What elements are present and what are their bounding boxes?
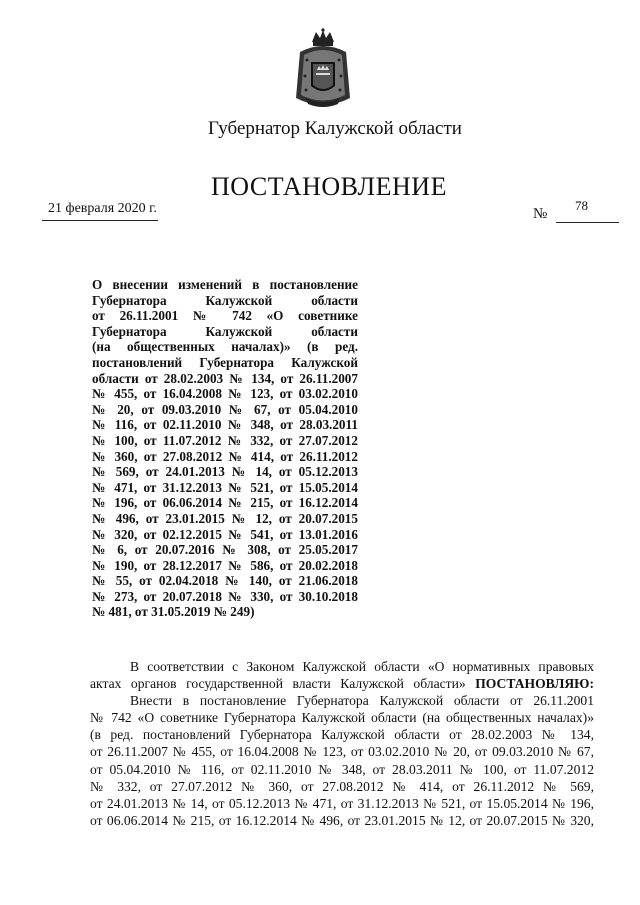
title-line: области от 28.02.2003 № 134, от 26.11.2007	[92, 370, 358, 386]
title-line: № 455, от 16.04.2008 № 123, от 03.02.2010	[92, 386, 358, 402]
title-line: № 481, от 31.05.2019 № 249)	[92, 604, 255, 620]
title-line: № 20, от 09.03.2010 № 67, от 05.04.2010	[92, 401, 358, 417]
body-paragraph-line: № 742 «О советнике Губернатора Калужской области (на общественных началах)»	[90, 710, 594, 726]
body-paragraph-line: В соответствии с Законом Калужской области «О нормативных правовых	[130, 659, 594, 674]
body-paragraph-line	[90, 675, 594, 692]
title-line: № 360, от 27.08.2012 № 414, от 26.11.2012	[92, 448, 358, 464]
title-line: Губернатора Калужской области	[92, 323, 358, 339]
document-date: 21 февраля 2020 г.	[48, 201, 157, 216]
issuing-authority: Губернатор Калужской области	[208, 118, 462, 139]
resolution-keyword: ПОСТАНОВЛЯЮ:	[475, 676, 594, 692]
body-paragraph-line: от 05.04.2010 № 116, от 02.11.2010 № 348, от 28.03.2011 № 100, от 11.07.2012	[90, 761, 594, 777]
title-line: № 273, от 20.07.2018 № 330, от 30.10.2018	[92, 588, 358, 604]
title-line: № 55, от 02.04.2018 № 140, от 21.06.2018	[92, 573, 358, 589]
number-underline	[556, 222, 619, 223]
coat-of-arms-icon	[292, 28, 354, 112]
title-line: № 496, от 23.01.2015 № 12, от 20.07.2015	[92, 510, 358, 526]
coat-of-arms-emblem	[292, 28, 354, 112]
title-line: № 196, от 06.06.2014 № 215, от 16.12.2014	[92, 495, 358, 511]
document-number: 78	[575, 198, 588, 213]
body-paragraph-line: от 26.11.2007 № 455, от 16.04.2008 № 123, от 03.02.2010 № 20, от 09.03.2010 № 67,	[90, 744, 594, 760]
title-line: от 26.11.2001 № 742 «О советнике	[92, 308, 358, 324]
title-line: (на общественных началах)» (в ред.	[92, 339, 358, 355]
body-paragraph-line: от 24.01.2013 № 14, от 05.12.2013 № 471, от 31.12.2013 № 521, от 15.05.2014 № 196,	[90, 795, 594, 811]
body-paragraph-line: от 06.06.2014 № 215, от 16.12.2014 № 496, от 23.01.2015 № 12, от 20.07.2015 № 320,	[90, 812, 594, 828]
title-line: № 116, от 02.11.2010 № 348, от 28.03.2011	[92, 417, 358, 433]
body-paragraph-line: № 332, от 27.07.2012 № 360, от 27.08.2012 № 414, от 26.11.2012 № 569,	[90, 778, 594, 794]
document-type-heading: ПОСТАНОВЛЕНИЕ	[211, 172, 447, 201]
document-title	[92, 277, 358, 620]
document-body	[90, 658, 594, 829]
title-line: № 471, от 31.12.2013 № 521, от 15.05.2014	[92, 479, 358, 495]
body-text: актах органов государственной власти Калужской области»	[90, 676, 466, 692]
title-line: Губернатора Калужской области	[92, 292, 358, 308]
title-line: № 190, от 28.12.2017 № 586, от 20.02.2018	[92, 557, 358, 573]
title-line: № 100, от 11.07.2012 № 332, от 27.07.2012	[92, 432, 358, 448]
title-line: № 6, от 20.07.2016 № 308, от 25.05.2017	[92, 542, 358, 558]
title-line: О внесении изменений в постановление	[92, 277, 358, 292]
body-paragraph-line: Внести в постановление Губернатора Калужской области от 26.11.2001	[130, 693, 594, 709]
title-line: № 569, от 24.01.2013 № 14, от 05.12.2013	[92, 464, 358, 480]
body-paragraph-line: (в ред. постановлений Губернатора Калужской области от 28.02.2003 № 134,	[90, 727, 594, 743]
title-line: № 320, от 02.12.2015 № 541, от 13.01.2016	[92, 526, 358, 542]
title-line: постановлений Губернатора Калужской	[92, 354, 358, 370]
number-sign: №	[533, 206, 548, 222]
date-underline	[42, 220, 158, 221]
